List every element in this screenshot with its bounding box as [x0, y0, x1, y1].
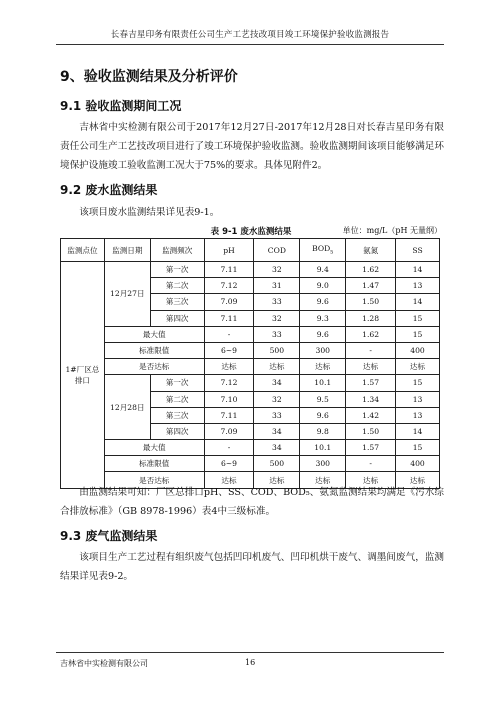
summary-label-cell: 是否达标	[104, 472, 204, 488]
value-cell: 达标	[346, 472, 396, 488]
value-cell: 10.1	[300, 375, 346, 391]
value-cell: 9.6	[300, 326, 346, 342]
value-cell: 7.09	[204, 423, 254, 439]
table-body	[61, 262, 440, 489]
value-cell: 1.50	[346, 294, 396, 310]
value-cell: 15	[396, 440, 440, 456]
header-cell: 监测点位	[61, 239, 105, 262]
value-cell: 9.6	[300, 407, 346, 423]
value-cell: 1.62	[346, 326, 396, 342]
page-number: 16	[245, 658, 256, 667]
value-cell: 14	[396, 423, 440, 439]
value-cell: 1.34	[346, 391, 396, 407]
value-cell: 14	[396, 294, 440, 310]
value-cell: 9.6	[300, 294, 346, 310]
section-9-2-conclusion: 由监测结果可知：厂区总排口pH、SS、COD、BOD₅、氨氮监测结果均满足《污水综合排放标准》（GB 8978-1996）表4中三级标准。	[60, 487, 445, 517]
value-cell: 13	[396, 278, 440, 294]
table-row	[61, 342, 440, 358]
section-9-1-title: 9.1 验收监测期间工况	[60, 99, 182, 113]
value-cell: 达标	[254, 472, 300, 488]
value-cell: 32	[254, 262, 300, 278]
frequency-cell: 第四次	[150, 310, 204, 326]
summary-label-cell: 最大值	[104, 440, 204, 456]
table-row	[61, 456, 440, 472]
frequency-cell: 第二次	[150, 278, 204, 294]
frequency-cell: 第一次	[150, 262, 204, 278]
value-cell: 32	[254, 310, 300, 326]
value-cell: 7.10	[204, 391, 254, 407]
location-cell: 1#厂区总排口	[61, 262, 105, 489]
section-9-3-text: 该项目生产工艺过程有组织废气包括凹印机废气、凹印机烘干废气、调墨间废气，监测结果详见表9-2。	[60, 552, 444, 582]
table-row	[61, 375, 440, 391]
value-cell: 32	[254, 391, 300, 407]
value-cell: 10.1	[300, 440, 346, 456]
header-cell: $BOD_5$	[300, 239, 346, 262]
value-cell: 300	[300, 342, 346, 358]
value-cell: 9.8	[300, 423, 346, 439]
value-cell: 9.4	[300, 262, 346, 278]
value-cell: 33	[254, 407, 300, 423]
value-cell: 31	[254, 278, 300, 294]
value-cell: 达标	[254, 359, 300, 375]
bod-subscript: 5	[330, 249, 334, 256]
value-cell: -	[204, 326, 254, 342]
frequency-cell: 第四次	[150, 423, 204, 439]
table-row	[61, 440, 440, 456]
value-cell: 34	[254, 423, 300, 439]
value-cell: 达标	[204, 359, 254, 375]
value-cell: 13	[396, 407, 440, 423]
value-cell: 1.28	[346, 310, 396, 326]
value-cell: 达标	[204, 472, 254, 488]
value-cell: 500	[254, 342, 300, 358]
footer-company: 吉林省中实检测有限公司	[60, 659, 148, 668]
header-cell: pH	[204, 239, 254, 262]
value-cell: 1.62	[346, 262, 396, 278]
value-cell: 7.09	[204, 294, 254, 310]
value-cell: 13	[396, 391, 440, 407]
value-cell: 34	[254, 375, 300, 391]
header-cell: 监测频次	[150, 239, 204, 262]
summary-label-cell: 最大值	[104, 326, 204, 342]
value-cell: 达标	[300, 472, 346, 488]
value-cell: 34	[254, 440, 300, 456]
value-cell: 7.11	[204, 407, 254, 423]
value-cell: 15	[396, 375, 440, 391]
frequency-cell: 第三次	[150, 294, 204, 310]
value-cell: -	[346, 456, 396, 472]
value-cell: 400	[396, 456, 440, 472]
table-row	[61, 262, 440, 278]
value-cell: 达标	[396, 472, 440, 488]
value-cell: 1.57	[346, 375, 396, 391]
table-caption: 表 9-1 废水监测结果	[210, 227, 292, 237]
summary-label-cell: 是否达标	[104, 359, 204, 375]
table-header-row	[61, 239, 440, 262]
value-cell: 500	[254, 456, 300, 472]
value-cell: 9.3	[300, 310, 346, 326]
value-cell: 33	[254, 326, 300, 342]
header-rule	[56, 44, 444, 45]
value-cell: 7.11	[204, 310, 254, 326]
value-cell: 7.12	[204, 375, 254, 391]
value-cell: 达标	[396, 359, 440, 375]
section-9-2-intro: 该项目废水监测结果详见表9-1。	[79, 207, 220, 218]
value-cell: 7.12	[204, 278, 254, 294]
header-cell: SS	[396, 239, 440, 262]
header-cell: 监测日期	[104, 239, 150, 262]
wastewater-table	[60, 238, 440, 489]
value-cell: 14	[396, 262, 440, 278]
table-unit: 单位：mg/L（pH 无量纲）	[342, 226, 442, 235]
value-cell: 300	[300, 456, 346, 472]
table-row	[61, 359, 440, 375]
value-cell: 6~9	[204, 456, 254, 472]
value-cell: 15	[396, 310, 440, 326]
frequency-cell: 第二次	[150, 391, 204, 407]
header-cell: COD	[254, 239, 300, 262]
value-cell: 6~9	[204, 342, 254, 358]
value-cell: 7.11	[204, 262, 254, 278]
value-cell: 1.47	[346, 278, 396, 294]
section-9-3-title: 9.3 废气监测结果	[60, 529, 158, 543]
frequency-cell: 第一次	[150, 375, 204, 391]
summary-label-cell: 标准限值	[104, 456, 204, 472]
section-title: 9、验收监测结果及分析评价	[60, 69, 238, 85]
value-cell: 1.50	[346, 423, 396, 439]
value-cell: 1.57	[346, 440, 396, 456]
summary-label-cell: 标准限值	[104, 342, 204, 358]
value-cell: 400	[396, 342, 440, 358]
report-header: 长春吉星印务有限责任公司生产工艺技改项目竣工环境保护验收监测报告	[110, 30, 390, 40]
value-cell: 15	[396, 326, 440, 342]
value-cell: 达标	[300, 359, 346, 375]
frequency-cell: 第三次	[150, 407, 204, 423]
table-row	[61, 326, 440, 342]
date-cell: 12月28日	[104, 375, 150, 440]
value-cell: 达标	[346, 359, 396, 375]
value-cell: -	[204, 440, 254, 456]
footer-rule	[56, 652, 444, 653]
date-cell: 12月27日	[104, 262, 150, 327]
value-cell: -	[346, 342, 396, 358]
value-cell: 1.42	[346, 407, 396, 423]
value-cell: 9.5	[300, 391, 346, 407]
header-cell: 氨氮	[346, 239, 396, 262]
table-caption-row	[60, 225, 442, 237]
section-9-2-title: 9.2 废水监测结果	[60, 183, 158, 197]
section-9-1-text: 吉林省中实检测有限公司于2017年12月27日-2017年12月28日对长春吉星印务有限责任公司生产工艺技改项目进行了竣工环境保护验收监测。验收监测期间该项目能够满足环境保护设施竣工验收监测工况大于75%的要求。具体见附件2。	[60, 122, 444, 171]
value-cell: 33	[254, 294, 300, 310]
value-cell: 9.0	[300, 278, 346, 294]
